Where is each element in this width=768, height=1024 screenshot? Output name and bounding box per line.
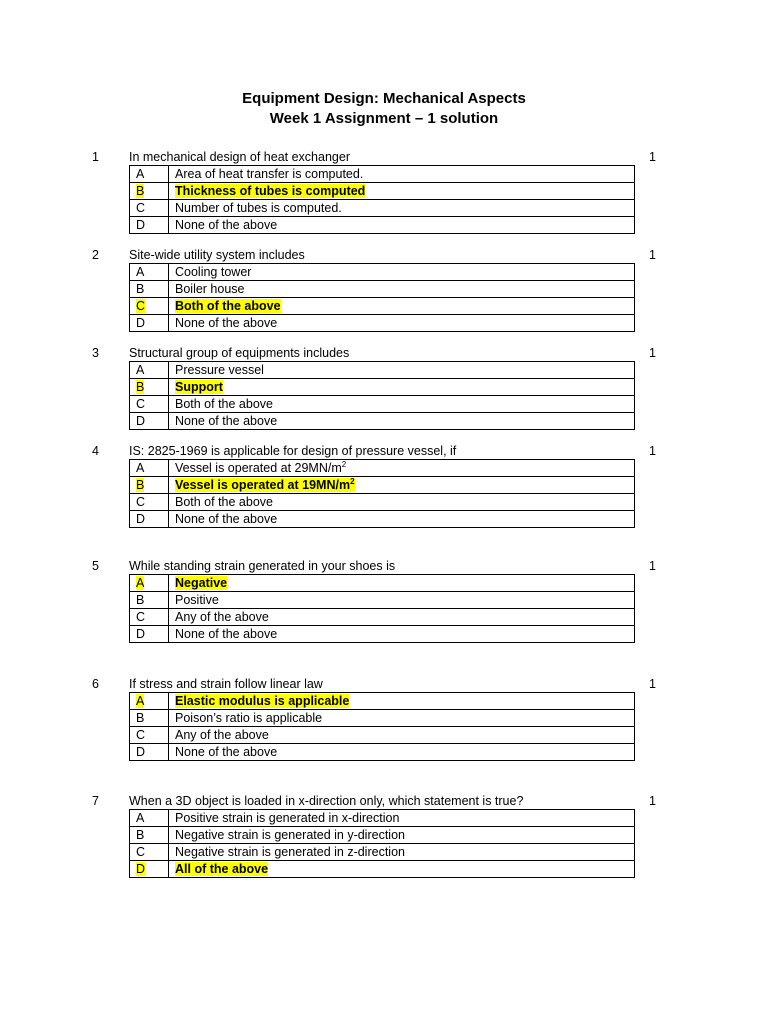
question-text: Structural group of equipments includes: [129, 346, 350, 360]
option-letter-cell: [130, 413, 169, 430]
option-row: [130, 281, 635, 298]
option-row: [130, 264, 635, 281]
option-letter-cell: [130, 494, 169, 511]
question-number: 6: [92, 677, 99, 691]
option-letter-cell: [130, 477, 169, 494]
question-marks: 1: [649, 794, 656, 808]
option-text: Any of the above: [175, 609, 269, 624]
correct-option-row: [130, 575, 635, 592]
option-letter-cell: [130, 200, 169, 217]
page-subtitle: Week 1 Assignment – 1 solution: [269, 110, 499, 127]
options-table: [129, 165, 635, 234]
option-letter: C: [136, 200, 146, 215]
option-text: Number of tubes is computed.: [175, 200, 342, 215]
highlighted-answer: [175, 380, 223, 394]
option-letter-cell: [130, 626, 169, 643]
question-7: [0, 793, 768, 876]
options-table: [129, 263, 635, 332]
options-table: [129, 692, 635, 761]
question-marks: 1: [649, 559, 656, 573]
option-text-cell: [169, 477, 635, 494]
option-text: None of the above: [175, 626, 278, 641]
option-text-cell: [169, 281, 635, 298]
option-answer: [175, 397, 273, 411]
option-row: [130, 166, 635, 183]
option-letter: C: [136, 609, 146, 624]
options-table: [129, 809, 635, 878]
question-text: If stress and strain follow linear law: [129, 677, 323, 691]
option-text: Negative: [175, 575, 228, 590]
option-text-cell: [169, 626, 635, 643]
option-text: None of the above: [175, 744, 278, 759]
option-text: None of the above: [175, 217, 278, 232]
option-text: None of the above: [175, 315, 278, 330]
option-text: Elastic modulus is applicable: [175, 693, 350, 708]
option-text-cell: [169, 183, 635, 200]
option-row: [130, 827, 635, 844]
option-letter: B: [136, 827, 145, 842]
option-letter: A: [136, 575, 145, 590]
option-letter: D: [136, 315, 146, 330]
option-text: Area of heat transfer is computed.: [175, 166, 364, 181]
option-letter: C: [136, 494, 146, 509]
option-row: [130, 217, 635, 234]
option-answer: [175, 811, 399, 825]
correct-option-row: [130, 477, 635, 494]
option-text-cell: [169, 844, 635, 861]
option-text-cell: [169, 200, 635, 217]
option-text: Poison’s ratio is applicable: [175, 710, 323, 725]
question-marks: 1: [649, 677, 656, 691]
option-text: Positive: [175, 592, 219, 607]
highlighted-answer: [175, 862, 268, 876]
option-answer: [175, 414, 277, 428]
correct-option-row: [130, 183, 635, 200]
option-letter: C: [136, 727, 146, 742]
option-text-cell: [169, 298, 635, 315]
option-row: [130, 710, 635, 727]
option-answer: [175, 282, 245, 296]
option-text: Cooling tower: [175, 264, 252, 279]
question-marks: 1: [649, 248, 656, 262]
option-text: None of the above: [175, 511, 278, 526]
correct-option-row: [130, 693, 635, 710]
option-text-cell: [169, 827, 635, 844]
option-text-cell: [169, 396, 635, 413]
option-text: Negative strain is generated in z-direction: [175, 844, 405, 859]
question-5: [0, 558, 768, 641]
option-text: Negative strain is generated in y-direction: [175, 827, 405, 842]
option-letter: B: [136, 592, 145, 607]
option-letter-cell: [130, 281, 169, 298]
question-header: [0, 793, 768, 810]
option-letter-cell: [130, 511, 169, 528]
option-text-cell: [169, 693, 635, 710]
option-text: Thickness of tubes is computed: [175, 183, 366, 198]
option-letter-cell: [130, 844, 169, 861]
highlighted-answer: [175, 478, 355, 492]
option-letter: D: [136, 511, 146, 526]
highlighted-answer: [175, 299, 281, 313]
option-answer: [175, 711, 322, 725]
question-2: [0, 247, 768, 330]
option-answer: [175, 495, 273, 509]
option-letter: D: [136, 861, 146, 876]
option-row: [130, 315, 635, 332]
option-text: Both of the above: [175, 396, 273, 411]
option-letter-cell: [130, 264, 169, 281]
option-text-cell: [169, 413, 635, 430]
option-text: None of the above: [175, 413, 278, 428]
question-number: 4: [92, 444, 99, 458]
option-letter-cell: [130, 693, 169, 710]
option-text: Support: [175, 379, 223, 394]
option-text-cell: [169, 744, 635, 761]
option-letter-cell: [130, 609, 169, 626]
option-letter: B: [136, 379, 145, 394]
option-letter-cell: [130, 460, 169, 477]
question-header: [0, 247, 768, 264]
correct-option-row: [130, 298, 635, 315]
question-text: Site-wide utility system includes: [129, 248, 305, 262]
option-letter: B: [136, 710, 145, 725]
option-row: [130, 511, 635, 528]
option-text-cell: [169, 217, 635, 234]
option-letter-cell: [130, 575, 169, 592]
option-letter-cell: [130, 298, 169, 315]
option-superscript: 2: [341, 459, 347, 469]
option-row: [130, 200, 635, 217]
option-answer: [175, 167, 363, 181]
option-text: Any of the above: [175, 727, 269, 742]
question-number: 2: [92, 248, 99, 262]
option-row: [130, 626, 635, 643]
option-answer: [175, 745, 277, 759]
option-answer: [175, 728, 269, 742]
question-marks: 1: [649, 444, 656, 458]
option-text-cell: [169, 379, 635, 396]
question-number: 3: [92, 346, 99, 360]
option-answer: [175, 593, 219, 607]
option-letter-cell: [130, 379, 169, 396]
question-text: While standing strain generated in your shoes is: [129, 559, 396, 573]
option-letter: A: [136, 166, 145, 181]
option-letter: D: [136, 413, 146, 428]
option-answer: [175, 201, 342, 215]
option-answer: [175, 461, 346, 475]
question-number: 7: [92, 794, 99, 808]
option-letter: A: [136, 810, 145, 825]
question-header: [0, 149, 768, 166]
option-answer: [175, 512, 277, 526]
option-letter: D: [136, 744, 146, 759]
correct-option-row: [130, 861, 635, 878]
option-letter-cell: [130, 592, 169, 609]
highlighted-answer: [175, 184, 365, 198]
option-text-cell: [169, 315, 635, 332]
option-answer: [175, 845, 405, 859]
option-text: Vessel is operated at 29MN/m: [175, 460, 342, 475]
option-letter: B: [136, 183, 145, 198]
option-row: [130, 609, 635, 626]
option-answer: [175, 828, 405, 842]
question-text: IS: 2825-1969 is applicable for design of pressure vessel, if: [129, 444, 457, 458]
option-text-cell: [169, 460, 635, 477]
option-text-cell: [169, 710, 635, 727]
option-letter-cell: [130, 710, 169, 727]
option-letter: C: [136, 844, 146, 859]
question-1: [0, 149, 768, 232]
option-letter-cell: [130, 396, 169, 413]
question-text: In mechanical design of heat exchanger: [129, 150, 350, 164]
question-4: [0, 443, 768, 526]
option-letter: C: [136, 396, 146, 411]
option-letter: A: [136, 264, 145, 279]
question-3: [0, 345, 768, 428]
option-letter-cell: [130, 861, 169, 878]
option-text-cell: [169, 264, 635, 281]
option-text: All of the above: [175, 861, 269, 876]
option-text-cell: [169, 575, 635, 592]
option-letter-cell: [130, 727, 169, 744]
option-text-cell: [169, 727, 635, 744]
option-row: [130, 810, 635, 827]
question-number: 5: [92, 559, 99, 573]
option-row: [130, 362, 635, 379]
option-letter-cell: [130, 827, 169, 844]
question-marks: 1: [649, 346, 656, 360]
option-letter: A: [136, 362, 145, 377]
option-text: Pressure vessel: [175, 362, 264, 377]
option-letter: A: [136, 693, 145, 708]
option-text: Positive strain is generated in x-direction: [175, 810, 400, 825]
option-text-cell: [169, 810, 635, 827]
highlighted-answer: [175, 694, 349, 708]
option-letter: B: [136, 281, 145, 296]
option-letter-cell: [130, 183, 169, 200]
option-answer: [175, 363, 264, 377]
option-letter-cell: [130, 810, 169, 827]
option-letter: A: [136, 460, 145, 475]
options-table: [129, 574, 635, 643]
highlighted-answer: [175, 576, 227, 590]
option-letter-cell: [130, 217, 169, 234]
question-header: [0, 676, 768, 693]
option-text-cell: [169, 511, 635, 528]
option-row: [130, 844, 635, 861]
option-letter-cell: [130, 166, 169, 183]
option-row: [130, 396, 635, 413]
option-letter: B: [136, 477, 145, 492]
correct-option-row: [130, 379, 635, 396]
question-number: 1: [92, 150, 99, 164]
question-text: When a 3D object is loaded in x-direction only, which statement is true?: [129, 794, 524, 808]
option-letter: D: [136, 626, 146, 641]
option-text-cell: [169, 861, 635, 878]
option-answer: [175, 627, 277, 641]
option-answer: [175, 265, 251, 279]
question-6: [0, 676, 768, 759]
options-table: [129, 459, 635, 528]
option-letter: D: [136, 217, 146, 232]
option-text-cell: [169, 494, 635, 511]
option-row: [130, 460, 635, 477]
question-marks: 1: [649, 150, 656, 164]
option-superscript: 2: [350, 476, 355, 486]
option-row: [130, 744, 635, 761]
option-text-cell: [169, 609, 635, 626]
option-letter: C: [136, 298, 146, 313]
question-header: [0, 345, 768, 362]
option-answer: [175, 610, 269, 624]
option-row: [130, 727, 635, 744]
option-text-cell: [169, 592, 635, 609]
option-letter-cell: [130, 362, 169, 379]
option-text: Both of the above: [175, 298, 281, 313]
option-answer: [175, 218, 277, 232]
option-row: [130, 494, 635, 511]
question-header: [0, 558, 768, 575]
option-letter-cell: [130, 744, 169, 761]
option-text-cell: [169, 166, 635, 183]
option-letter-cell: [130, 315, 169, 332]
option-answer: [175, 316, 277, 330]
options-table: [129, 361, 635, 430]
question-header: [0, 443, 768, 460]
page-title: Equipment Design: Mechanical Aspects: [242, 90, 526, 107]
option-text: Boiler house: [175, 281, 245, 296]
option-text: Vessel is operated at 19MN/m: [175, 477, 351, 492]
option-row: [130, 413, 635, 430]
option-text: Both of the above: [175, 494, 273, 509]
option-row: [130, 592, 635, 609]
option-text-cell: [169, 362, 635, 379]
